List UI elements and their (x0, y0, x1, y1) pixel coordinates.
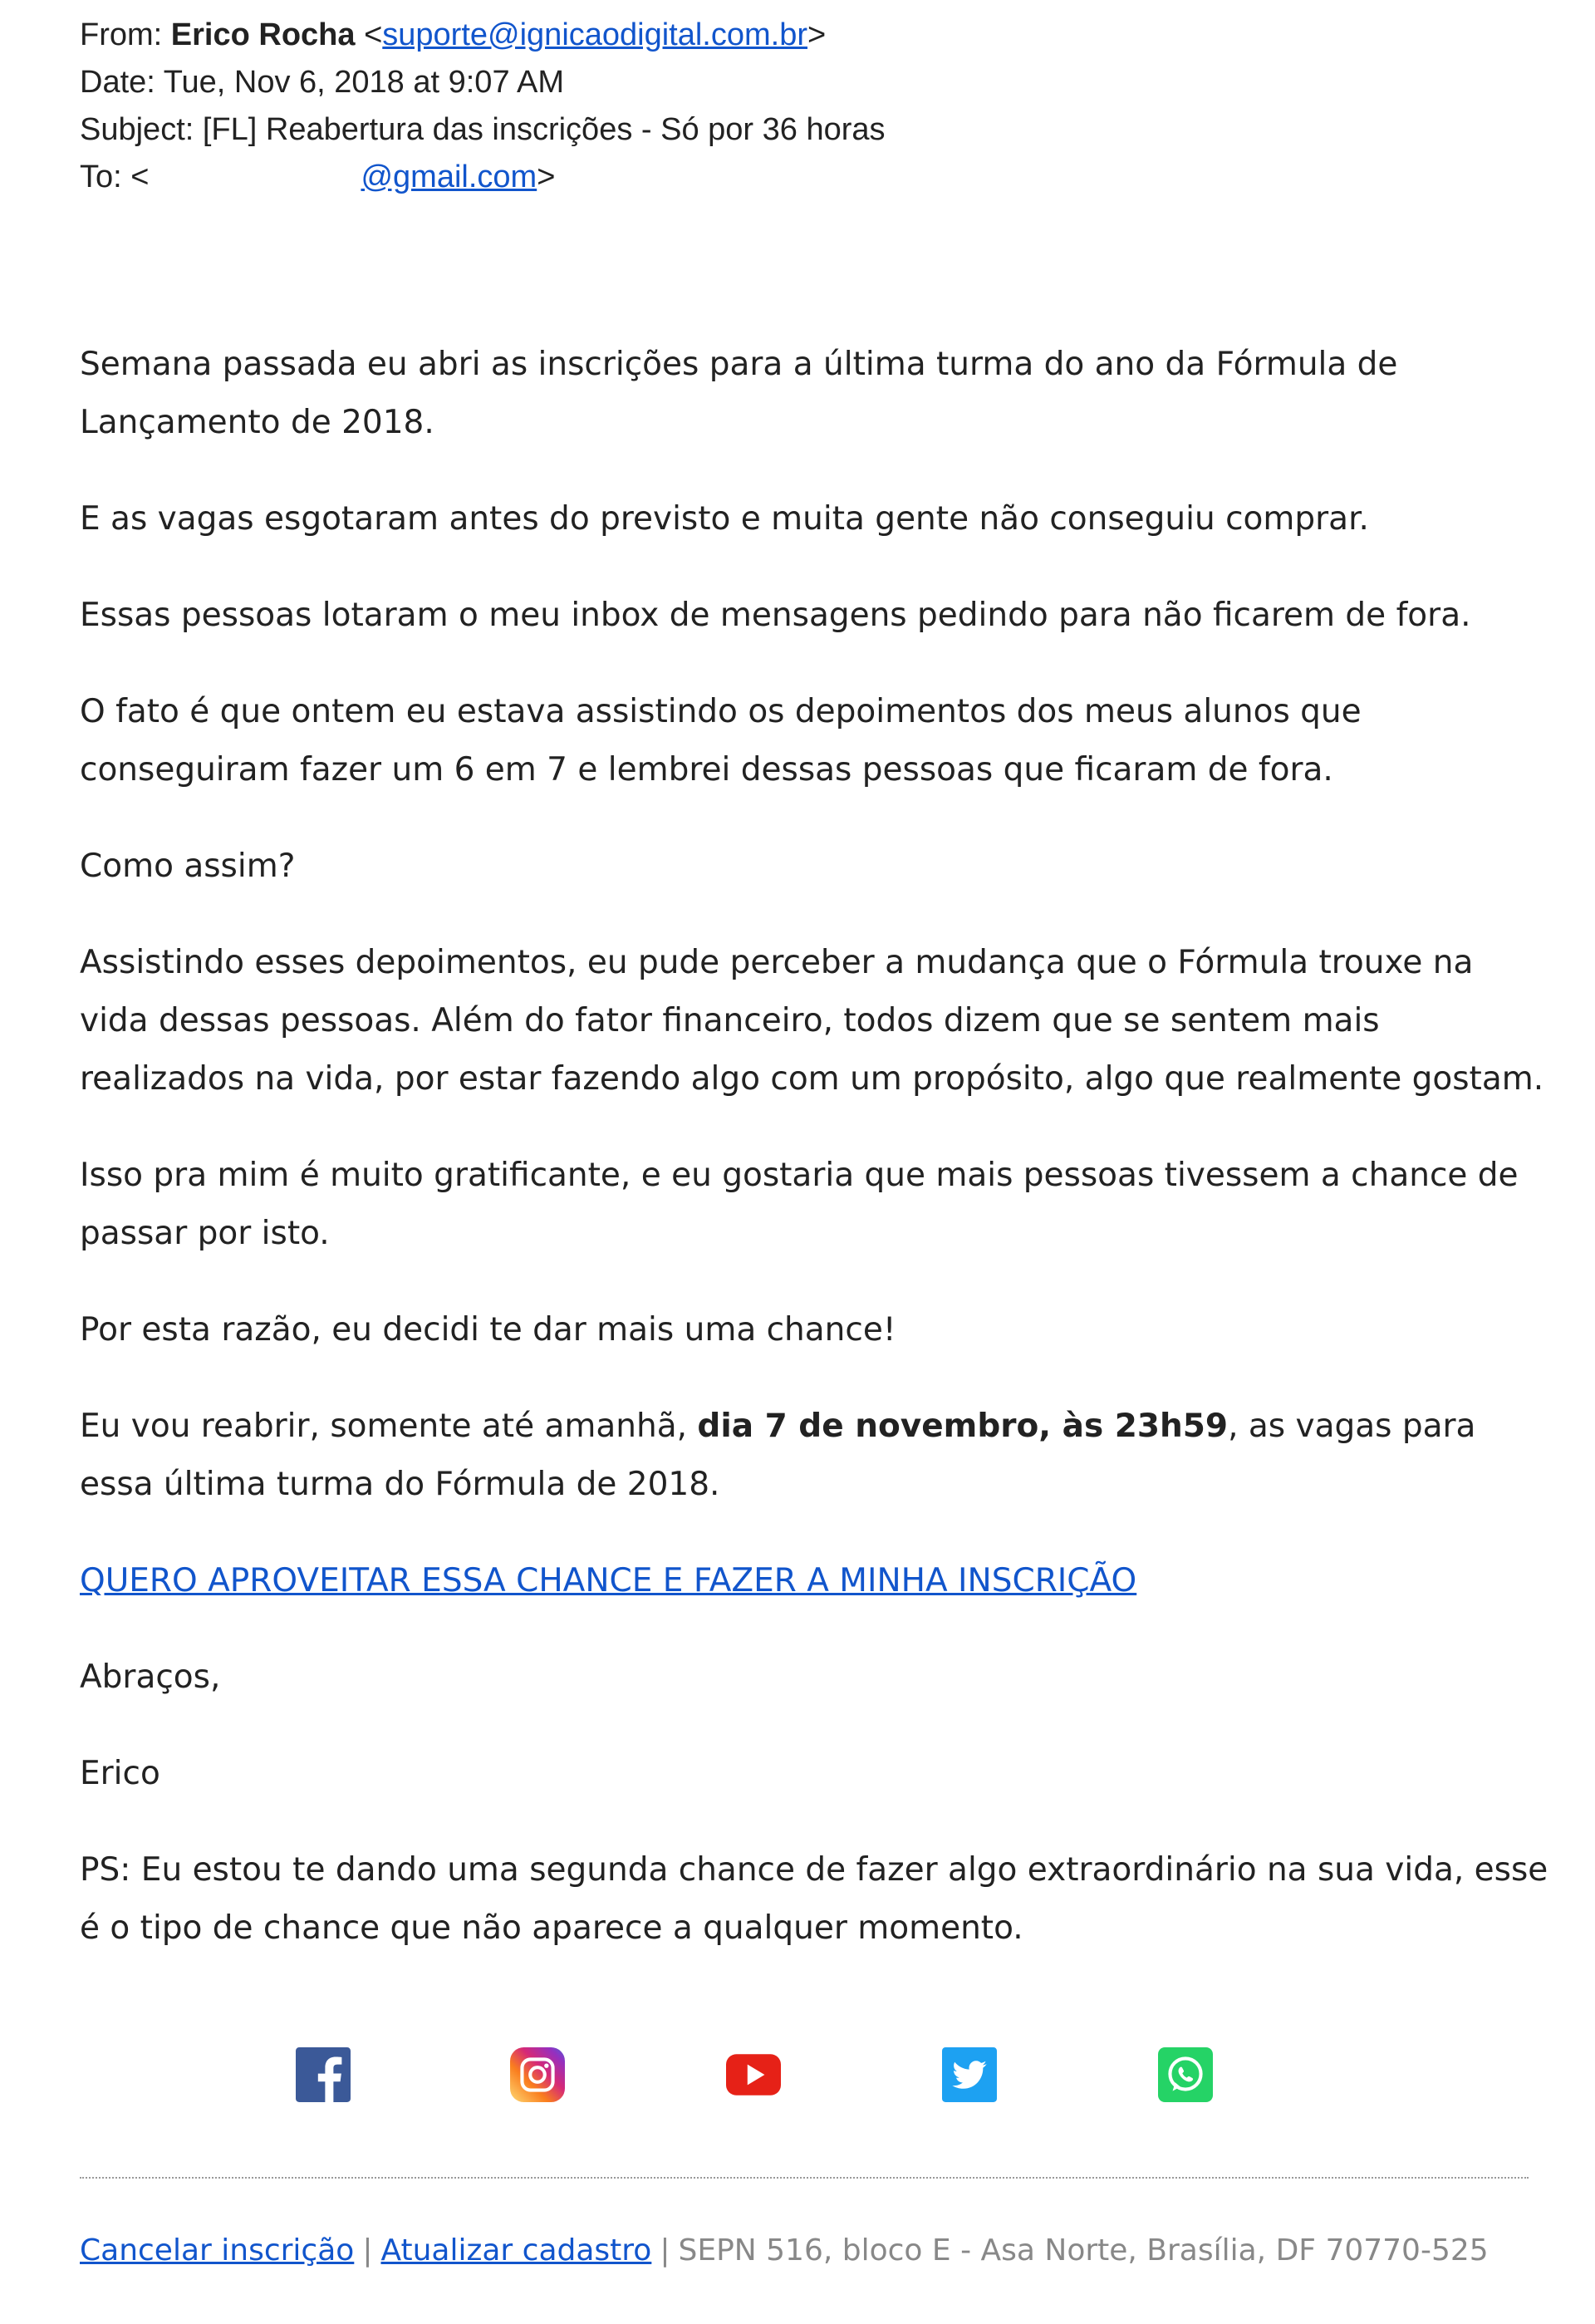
signup-cta-link[interactable]: QUERO APROVEITAR ESSA CHANCE E FAZER A MINHA INSCRIÇÃO (80, 1562, 1137, 1599)
to-row (80, 154, 886, 201)
email-header (80, 12, 886, 201)
date-label: Date: (80, 65, 155, 100)
footer-address: SEPN 516, bloco E - Asa Norte, Brasília, DF 70770-525 (678, 2233, 1489, 2267)
body-paragraph-6: Assistindo esses depoimentos, eu pude perceber a mudança que o Fórmula trouxe na vida dessas pessoas. Além do fator financeiro, todos dizem que se sentem mais realizados na vida, por estar fazendo algo com um propósito, algo que realmente gostam. (80, 944, 1544, 1098)
to-bracket-open: < (130, 160, 150, 194)
from-bracket-open: < (364, 17, 383, 52)
deadline-outro: , as vagas para essa última turma do Fórmula de 2018. (80, 1408, 1476, 1503)
footer-separator: | (362, 2233, 373, 2267)
sender-name: Erico Rocha (170, 17, 356, 52)
ps-paragraph: PS: Eu estou te dando uma segunda chance de fazer algo extraordinário na sua vida, esse é o tipo de chance que não aparece a qualquer momento. (80, 1851, 1548, 1947)
from-bracket-close: > (807, 17, 827, 52)
body-paragraph-3: Essas pessoas lotaram o meu inbox de mensagens pedindo para não ficarem de fora. (80, 597, 1471, 634)
cta-paragraph (80, 1552, 1550, 1610)
whatsapp-icon[interactable] (1158, 2047, 1213, 2102)
update-profile-link[interactable]: Atualizar cadastro (380, 2233, 652, 2267)
deadline-intro: Eu vou reabrir, somente até amanhã, (80, 1408, 698, 1445)
body-paragraph-1: Semana passada eu abri as inscrições para a última turma do ano da Fórmula de Lançamento de 2018. (80, 346, 1398, 441)
closing-text: Abraços, (80, 1658, 221, 1696)
body-paragraph-7: Isso pra mim é muito gratificante, e eu gostaria que mais pessoas tivessem a chance de passar por isto. (80, 1157, 1519, 1252)
to-bracket-close: > (537, 160, 556, 194)
instagram-icon[interactable] (510, 2047, 565, 2102)
subject-label: Subject: (80, 112, 194, 147)
sender-email-link[interactable]: suporte@ignicaodigital.com.br (382, 17, 808, 52)
body-paragraph-9 (80, 1398, 1550, 1514)
body-paragraph-8: Por esta razão, eu decidi te dar mais uma chance! (80, 1311, 896, 1349)
youtube-icon[interactable] (726, 2047, 781, 2102)
email-body (80, 336, 1550, 1996)
signature-text: Erico (80, 1755, 160, 1792)
body-paragraph-2: E as vagas esgotaram antes do previsto e muita gente não conseguiu comprar. (80, 500, 1369, 538)
social-links-bar (0, 2047, 1595, 2105)
twitter-icon[interactable] (942, 2047, 997, 2102)
footer-divider (80, 2177, 1529, 2179)
body-paragraph-5: Como assim? (80, 848, 296, 885)
subject-row (80, 106, 886, 154)
to-label: To: (80, 160, 122, 194)
subject-value: [FL] Reabertura das inscrições - Só por 36 horas (202, 112, 886, 147)
facebook-icon[interactable] (296, 2047, 351, 2102)
from-label: From: (80, 17, 163, 52)
deadline-text: dia 7 de novembro, às 23h59 (697, 1408, 1229, 1445)
date-value: Tue, Nov 6, 2018 at 9:07 AM (163, 65, 565, 100)
email-footer (80, 2230, 1489, 2272)
date-row (80, 59, 886, 106)
from-row (80, 12, 886, 59)
recipient-email-link[interactable]: @gmail.com (361, 160, 537, 194)
unsubscribe-link[interactable]: Cancelar inscrição (80, 2233, 355, 2267)
body-paragraph-4: O fato é que ontem eu estava assistindo os depoimentos dos meus alunos que conseguiram fazer um 6 em 7 e lembrei dessas pessoas que ficaram de fora. (80, 693, 1362, 789)
footer-separator: | (660, 2233, 670, 2267)
